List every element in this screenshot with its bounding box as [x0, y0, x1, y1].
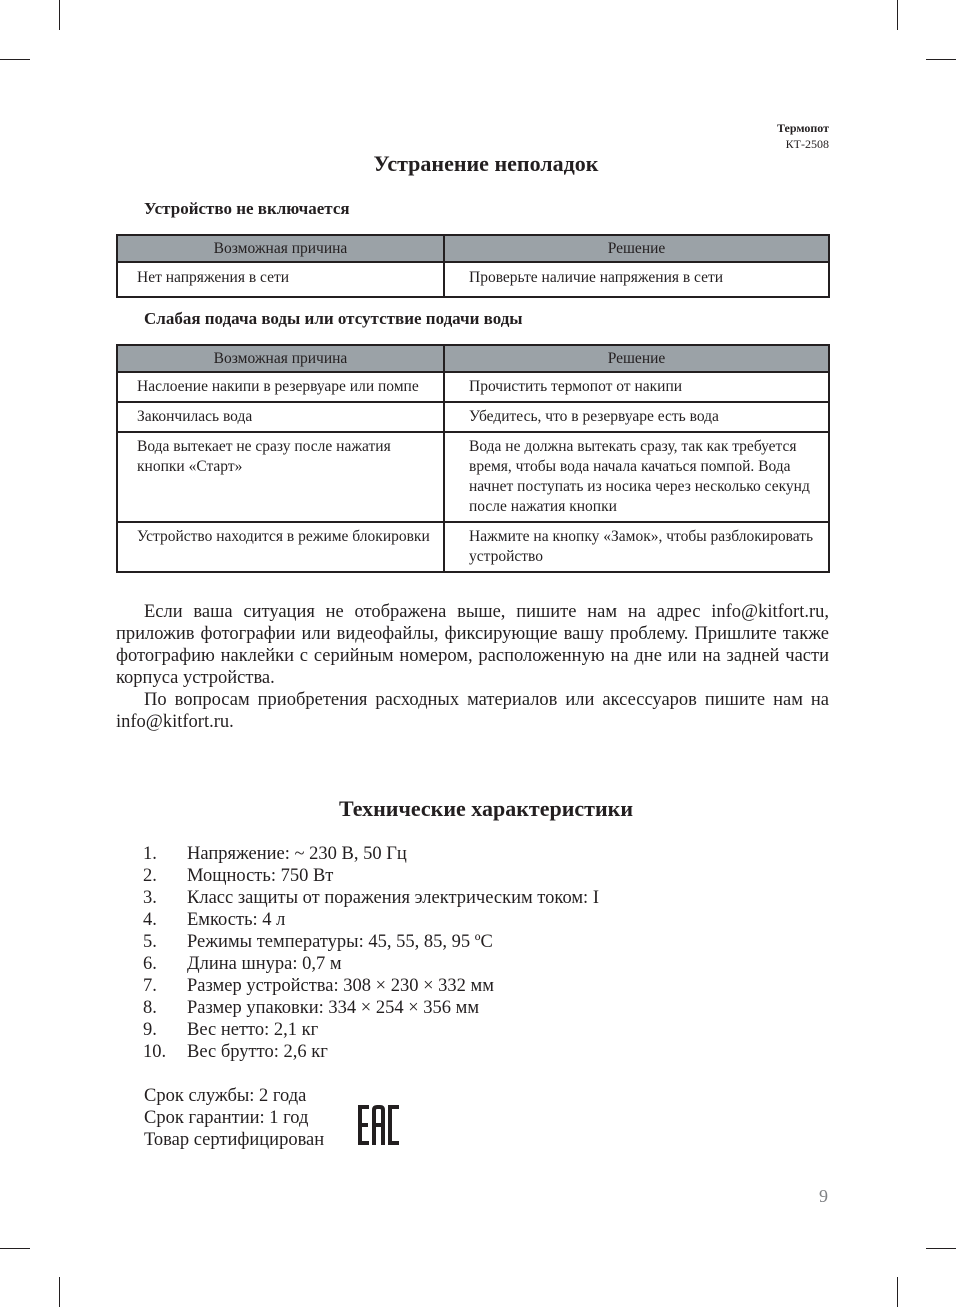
crop-mark	[926, 1248, 956, 1249]
spec-item	[143, 887, 599, 909]
contact-text	[116, 601, 829, 733]
page-number: 9	[819, 1186, 828, 1206]
item-text: Вес брутто: 2,6 кг	[187, 1042, 328, 1062]
table-row	[117, 262, 829, 297]
item-text: Емкость: 4 л	[187, 910, 286, 930]
item-text: Мощность: 750 Вт	[187, 866, 334, 886]
service-life: Срок службы: 2 года	[144, 1086, 307, 1106]
item-number: 7.	[143, 976, 157, 996]
cause-cell: Вода вытекает не сразу после нажатия кнопки «Старт»	[117, 432, 444, 522]
solution-cell: Убедитесь, что в резервуаре есть вода	[444, 402, 829, 432]
cause-cell: Устройство находится в режиме блокировки	[117, 522, 444, 572]
spec-item	[143, 1019, 599, 1041]
spec-item	[143, 953, 599, 975]
spec-item	[143, 931, 599, 953]
paragraph: Если ваша ситуация не отображена выше, пишите нам на адрес info@kitfort.ru, приложив фотографии или видеофайлы, фиксирующие вашу проблему. Пришлите также фотографию наклейки с серийным номером, расположенную на дне или на задней части корпуса устройства.	[116, 602, 829, 688]
crop-mark	[926, 59, 956, 60]
cause-cell: Нет напряжения в сети	[117, 262, 444, 297]
item-text: Размер устройства: 308 × 230 × 332 мм	[187, 976, 494, 996]
header-product: Термопот	[776, 121, 829, 135]
section-heading: Устройство не включается	[144, 199, 350, 218]
eac-logo-icon	[358, 1105, 400, 1145]
item-number: 2.	[143, 866, 157, 886]
crop-mark	[59, 1277, 60, 1307]
warranty-period: Срок гарантии: 1 год	[144, 1108, 309, 1128]
crop-mark	[897, 0, 898, 30]
item-number: 8.	[143, 998, 157, 1018]
item-text: Класс защиты от поражения электрическим током: I	[187, 888, 599, 908]
running-header	[777, 120, 829, 152]
section-heading: Слабая подача воды или отсутствие подачи воды	[144, 309, 523, 328]
header-model: КТ-2508	[785, 137, 829, 151]
specs-list	[143, 843, 599, 1063]
column-header: Возможная причина	[117, 345, 444, 372]
table-row	[117, 432, 829, 522]
crop-mark	[0, 59, 30, 60]
item-number: 3.	[143, 888, 157, 908]
troubleshooting-title: Устранение неполадок	[373, 151, 599, 176]
spec-item	[143, 1041, 599, 1063]
table-row	[117, 402, 829, 432]
table-header-row	[117, 235, 829, 262]
spec-item	[143, 997, 599, 1019]
item-number: 4.	[143, 910, 157, 930]
troubleshooting-table-2	[116, 344, 830, 573]
item-number: 5.	[143, 932, 157, 952]
item-text: Напряжение: ~ 230 В, 50 Гц	[187, 844, 407, 864]
certification: Товар сертифицирован	[144, 1130, 325, 1150]
crop-mark	[59, 0, 60, 30]
warranty-info	[144, 1085, 324, 1151]
item-number: 6.	[143, 954, 157, 974]
item-number: 9.	[143, 1020, 157, 1040]
solution-cell: Вода не должна вытекать сразу, так как требуется время, чтобы вода начала качаться помпой. Вода начнет поступать из носика через несколько секунд после нажатия кнопки	[444, 432, 829, 522]
cause-cell: Наслоение накипи в резервуаре или помпе	[117, 372, 444, 402]
solution-cell: Нажмите на кнопку «Замок», чтобы разблокировать устройство	[444, 522, 829, 572]
spec-item	[143, 865, 599, 887]
crop-mark	[897, 1277, 898, 1307]
crop-mark	[0, 1248, 30, 1249]
solution-cell: Прочистить термопот от накипи	[444, 372, 829, 402]
item-text: Длина шнура: 0,7 м	[187, 954, 342, 974]
column-header: Возможная причина	[117, 235, 444, 262]
item-text: Режимы температуры: 45, 55, 85, 95 ºС	[187, 932, 493, 952]
spec-item	[143, 975, 599, 997]
troubleshooting-table-1	[116, 234, 830, 298]
column-header: Решение	[444, 235, 829, 262]
item-number: 1.	[143, 844, 157, 864]
table-row	[117, 522, 829, 572]
spec-item	[143, 909, 599, 931]
paragraph: По вопросам приобретения расходных материалов или аксессуаров пишите нам на info@kitfort.ru.	[116, 690, 829, 732]
column-header: Решение	[444, 345, 829, 372]
cause-cell: Закончилась вода	[117, 402, 444, 432]
specs-title: Технические характеристики	[338, 796, 634, 821]
spec-item	[143, 843, 599, 865]
table-header-row	[117, 345, 829, 372]
item-text: Вес нетто: 2,1 кг	[187, 1020, 319, 1040]
item-text: Размер упаковки: 334 × 254 × 356 мм	[187, 998, 480, 1018]
item-number: 10.	[143, 1042, 167, 1062]
solution-cell: Проверьте наличие напряжения в сети	[444, 262, 829, 297]
table-row	[117, 372, 829, 402]
